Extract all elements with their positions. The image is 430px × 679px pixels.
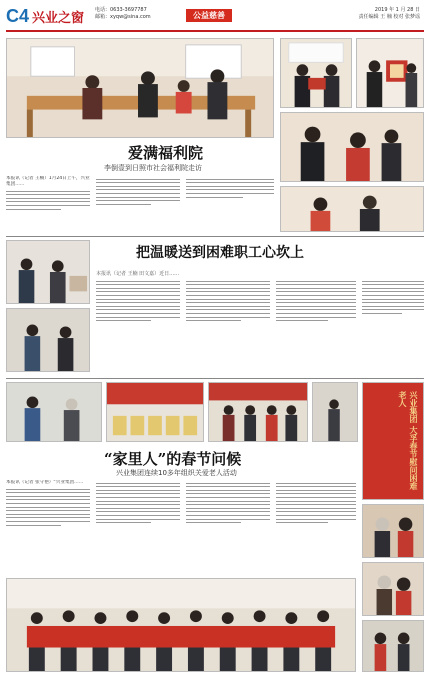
headline-new-year-greeting: “家里人”的春节问候	[104, 450, 242, 468]
article2-column-2	[186, 278, 270, 374]
article2-column-1	[96, 278, 180, 374]
masthead	[0, 0, 430, 40]
photo-elder-receiving-gift	[6, 382, 102, 442]
photo-certificate-handover	[280, 38, 352, 108]
photo-visiting-worker-home	[6, 240, 90, 304]
subhead-welfare-home: 李倒壹到日照市社会福利院走访	[104, 164, 202, 172]
photo-talking-with-worker	[6, 308, 90, 372]
issue-date: 2019 年 1 月 28 日	[374, 7, 420, 13]
side-banner-charity-poster	[362, 382, 424, 500]
photo-elder-portrait	[362, 504, 424, 558]
contact-phone: 电话：0633-3697787	[95, 7, 147, 13]
headline-warmth-to-workers: 把温暖送到困难职工心坎上	[136, 245, 304, 261]
photo-gift-presentation	[356, 38, 424, 108]
article3-column-1	[6, 480, 90, 572]
page-number: C4	[6, 6, 30, 26]
article2-column-3	[276, 278, 356, 374]
photo-caring-child	[280, 112, 424, 182]
contact-info	[95, 7, 151, 21]
photo-group-with-banner	[6, 578, 356, 672]
article2-byline: 本报讯（记者 王楠 田文嘉）近日……	[96, 271, 180, 277]
issue-info	[359, 7, 420, 21]
photo-volunteer-hug	[362, 562, 424, 616]
section-tag: 公益慈善	[186, 9, 232, 22]
article3-column-2	[96, 480, 180, 572]
photo-delivery-outdoor	[362, 620, 424, 672]
photo-street-delivery	[312, 382, 358, 442]
photo-elder-greeting	[280, 186, 424, 232]
photo-group-with-elders	[208, 382, 308, 442]
section-divider-1	[6, 236, 424, 237]
masthead-rule	[6, 30, 424, 32]
headline-welfare-home: 爱满福利院	[128, 144, 204, 162]
photo-welfare-home-visit	[6, 38, 274, 138]
article3-lead: 本报讯（记者 张守艳）“兴业集团……	[6, 480, 84, 485]
issue-editors: 责任编辑 王 楠 校对 张梦谣	[358, 14, 420, 20]
article1-column-3	[186, 176, 274, 234]
contact-email: 邮箱：xyqw@sina.com	[95, 14, 151, 20]
side-banner-text: 兴业集团 大孚春节慰问困难老人	[398, 391, 419, 490]
photo-rice-bags-row	[106, 382, 204, 442]
article1-lead: 本报讯（记者 王楠）1月24日上午，兴业集团……	[6, 176, 90, 187]
section-divider-2	[6, 378, 424, 379]
article3-column-3	[186, 480, 270, 572]
article3-column-4	[276, 480, 356, 572]
paper-name: 兴业之窗	[32, 11, 85, 26]
article2-column-4	[362, 278, 424, 374]
article1-column-2	[96, 176, 180, 234]
article1-column-1	[6, 176, 90, 234]
subhead-new-year-greeting: 兴业集团连续10多年组织关爱老人活动	[116, 469, 237, 477]
